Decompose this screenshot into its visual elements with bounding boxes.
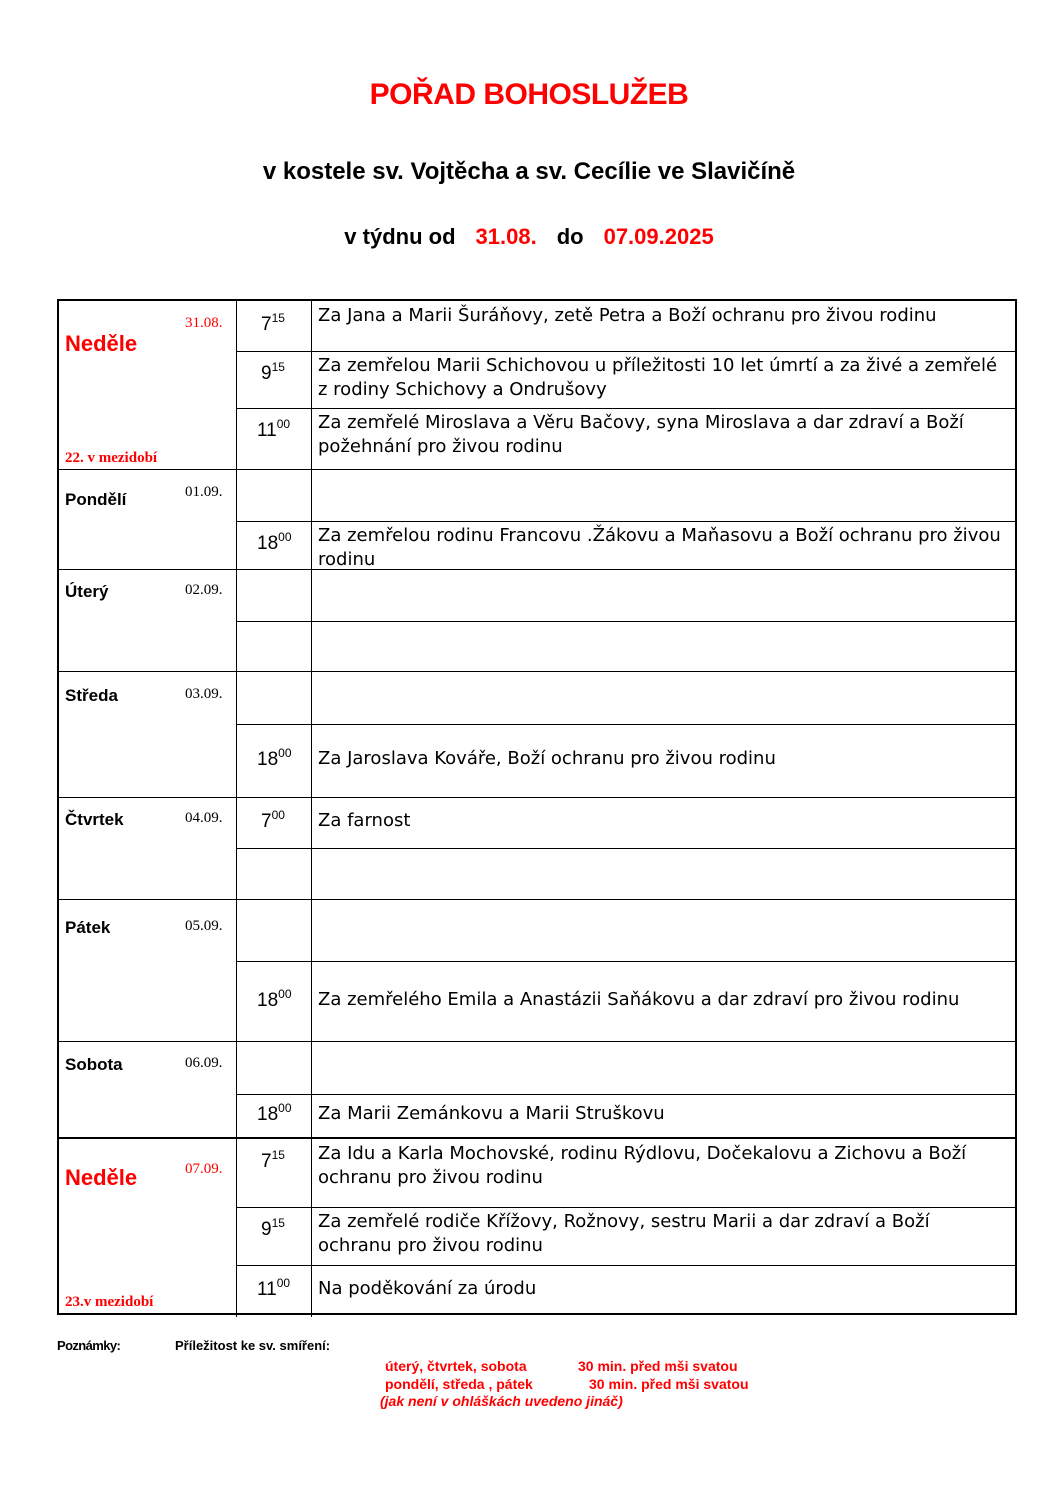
day-name: Středa [65,686,118,705]
day-date: 01.09. [185,484,223,500]
mass-intention: Za zemřelou Marii Schichovou u příležitosti 10 let úmrtí a za živé a zemřelé z rodiny Schichovy a Ondrušovy [318,355,998,400]
time-minutes: 00 [278,1101,292,1115]
service-time [237,408,312,471]
confession-time-2: 30 min. před mši svatou [589,1376,749,1392]
day-block [57,1041,1017,1137]
service-row [236,672,1015,724]
page-title: POŘAD BOHOSLUŽEB [369,78,689,111]
service-row [236,1265,1015,1317]
day-block [57,671,1017,797]
liturgical-season: 23.v mezidobí [65,1294,154,1310]
time-minutes: 00 [278,746,292,760]
time-minutes: 00 [271,808,285,822]
confession-heading: Příležitost ke sv. smíření: [175,1338,331,1353]
service-time [237,900,312,961]
service-row [236,408,1015,471]
notes-label: Poznámky: [57,1338,121,1353]
time-hour: 18 [257,749,279,770]
service-time [237,1042,312,1094]
day-name: Pondělí [65,490,127,509]
week-prefix: v týdnu od [344,224,456,249]
service-row [236,1042,1015,1094]
day-label [59,570,237,671]
day-date: 31.08. [185,315,223,331]
time-minutes: 00 [278,987,292,1001]
service-time [237,351,312,408]
day-label [59,672,237,797]
day-name: Pátek [65,918,111,937]
service-time [237,301,312,351]
time-hour: 18 [257,990,279,1011]
time-minutes: 15 [271,360,285,374]
service-time [237,848,312,900]
mass-intention: Za zemřelé rodiče Křížovy, Rožnovy, sestru Marii a dar zdraví a Boží ochranu pro živou rodinu [318,1211,930,1256]
mass-intention: Za Idu a Karla Mochovské, rodinu Rýdlovu, Dočekalovu a Zichovu a Boží ochranu pro živou rodinu [318,1143,967,1188]
week-to: 07.09.2025 [603,224,714,249]
mass-intention: Za Marii Zemánkovu a Marii Struškovu [318,1103,665,1124]
day-label [59,1139,237,1313]
day-block [57,569,1017,671]
day-date: 05.09. [185,918,223,934]
day-date: 06.09. [185,1055,223,1071]
day-name: Úterý [65,582,109,601]
service-time [237,521,312,570]
service-time [237,470,312,521]
service-row [236,724,1015,798]
service-row [236,900,1015,961]
week-range [0,224,1058,250]
day-label [59,301,237,469]
mass-intention: Za Jaroslava Kováře, Boží ochranu pro živou rodinu [318,748,776,769]
time-hour: 18 [257,1104,279,1125]
service-row [236,470,1015,521]
time-hour: 11 [257,1279,277,1300]
mass-intention: Za farnost [318,810,411,831]
mass-intention: Za Jana a Marii Šuráňovy, zetě Petra a Boží ochranu pro živou rodinu [318,305,937,326]
time-minutes: 15 [271,1216,285,1230]
service-time [237,1207,312,1265]
time-hour: 18 [257,533,279,554]
service-row [236,798,1015,848]
day-date: 07.09. [185,1161,223,1177]
day-block [57,797,1017,899]
time-minutes: 00 [278,530,292,544]
day-label [59,1042,237,1137]
week-mid: do [556,224,584,249]
day-date: 03.09. [185,686,223,702]
service-row [236,1094,1015,1138]
mass-intention: Za zemřelé Miroslava a Věru Bačovy, syna Miroslava a dar zdraví a Boží požehnání pro živou rodinu [318,412,964,457]
time-minutes: 00 [276,417,291,431]
service-time [237,672,312,724]
confession-time-1: 30 min. před mši svatou [578,1358,738,1374]
day-label [59,798,237,899]
service-row [236,1139,1015,1207]
confession-days-2: pondělí, středa , pátek [385,1376,533,1392]
time-minutes: 00 [276,1276,291,1290]
day-name: Sobota [65,1055,123,1074]
mass-intention: Za zemřelou rodinu Francovu .Žákovu a Maňasovu a Boží ochranu pro živou rodinu [318,525,1001,570]
service-time [237,570,312,621]
service-time [237,1265,312,1317]
time-hour: 9 [261,363,272,384]
week-from: 31.08. [475,224,537,249]
day-block [57,1137,1017,1315]
day-name: Neděle [65,331,138,356]
day-name: Čtvrtek [65,810,124,829]
day-block [57,469,1017,569]
time-hour: 11 [257,420,277,441]
time-hour: 7 [261,1151,272,1172]
time-minutes: 15 [271,1148,285,1162]
time-minutes: 15 [271,311,285,325]
service-row [236,301,1015,351]
service-row [236,521,1015,570]
service-row [236,1207,1015,1265]
confession-days-1: úterý, čtvrtek, sobota [385,1358,527,1374]
day-block [57,899,1017,1041]
service-row [236,621,1015,672]
day-date: 02.09. [185,582,223,598]
day-label [59,900,237,1041]
time-hour: 7 [261,811,272,832]
day-date: 04.09. [185,810,223,826]
service-time [237,1139,312,1207]
service-time [237,961,312,1042]
day-label [59,470,237,569]
mass-intention: Za zemřelého Emila a Anastázii Saňákovu a dar zdraví pro živou rodinu [318,989,960,1010]
time-hour: 7 [261,314,272,335]
church-subtitle: v kostele sv. Vojtěcha a sv. Cecílie ve Slavičíně [262,158,796,185]
confession-note: (jak není v ohláškách uvedeno jináč) [380,1393,623,1409]
service-row [236,848,1015,900]
service-row [236,961,1015,1042]
liturgical-season: 22. v mezidobí [65,450,158,466]
service-row [236,351,1015,408]
service-time [237,798,312,848]
day-block [57,299,1017,469]
mass-intention: Na poděkování za úrodu [318,1278,537,1299]
day-name: Neděle [65,1165,138,1190]
service-time [237,724,312,798]
service-time [237,621,312,672]
service-time [237,1094,312,1138]
time-hour: 9 [261,1219,272,1240]
service-row [236,570,1015,621]
